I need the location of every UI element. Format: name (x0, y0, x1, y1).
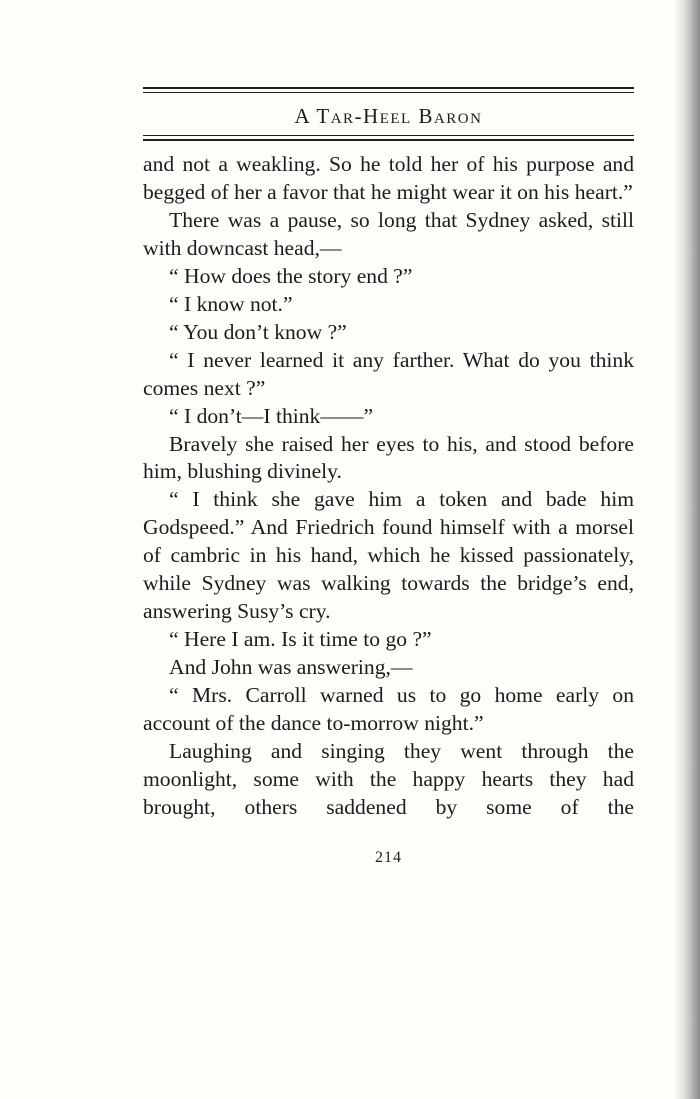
page-number: 214 (375, 849, 402, 866)
running-head (143, 104, 634, 129)
paragraph: Laughing and singing they went through the moonlight, some with the happy hearts they had brought, others saddened by some of the (143, 739, 634, 819)
running-head-title: A Tar-Heel Baron (294, 104, 483, 128)
paragraph: There was a pause, so long that Sydney asked, still with downcast head,— (143, 207, 634, 260)
paragraph: “ Mrs. Carroll warned us to go home early on account of the dance to-morrow night.” (143, 683, 634, 736)
paragraph: “ I think she gave him a token and bade him Godspeed.” And Friedrich found himself with a morsel of cambric in his hand, which he kissed passionately, while Sydney was walking towards the bridge’s end, answering Susy’s cry. (143, 487, 634, 624)
paragraph: and not a weakling. So he told her of his purpose and begged of her a favor that he might wear it on his heart.” (143, 152, 634, 204)
body-text (143, 151, 634, 822)
paragraph: “ I don’t—I think——” (169, 403, 374, 428)
paragraph: “ Here I am. Is it time to go ?” (169, 627, 432, 652)
paragraph: Bravely she raised her eyes to his, and stood before him, blushing divinely. (143, 431, 634, 484)
paragraph: “ You don’t know ?” (169, 319, 347, 344)
page-edge-shadow (674, 0, 700, 1099)
paragraph: “ I never learned it any farther. What do you think comes next ?” (143, 347, 634, 400)
paragraph: “ How does the story end ?” (169, 263, 413, 288)
header-rule-bottom (143, 135, 634, 141)
paragraph: And John was answering,— (169, 655, 413, 680)
header-rule-top (143, 87, 634, 93)
paragraph: “ I know not.” (169, 291, 293, 316)
